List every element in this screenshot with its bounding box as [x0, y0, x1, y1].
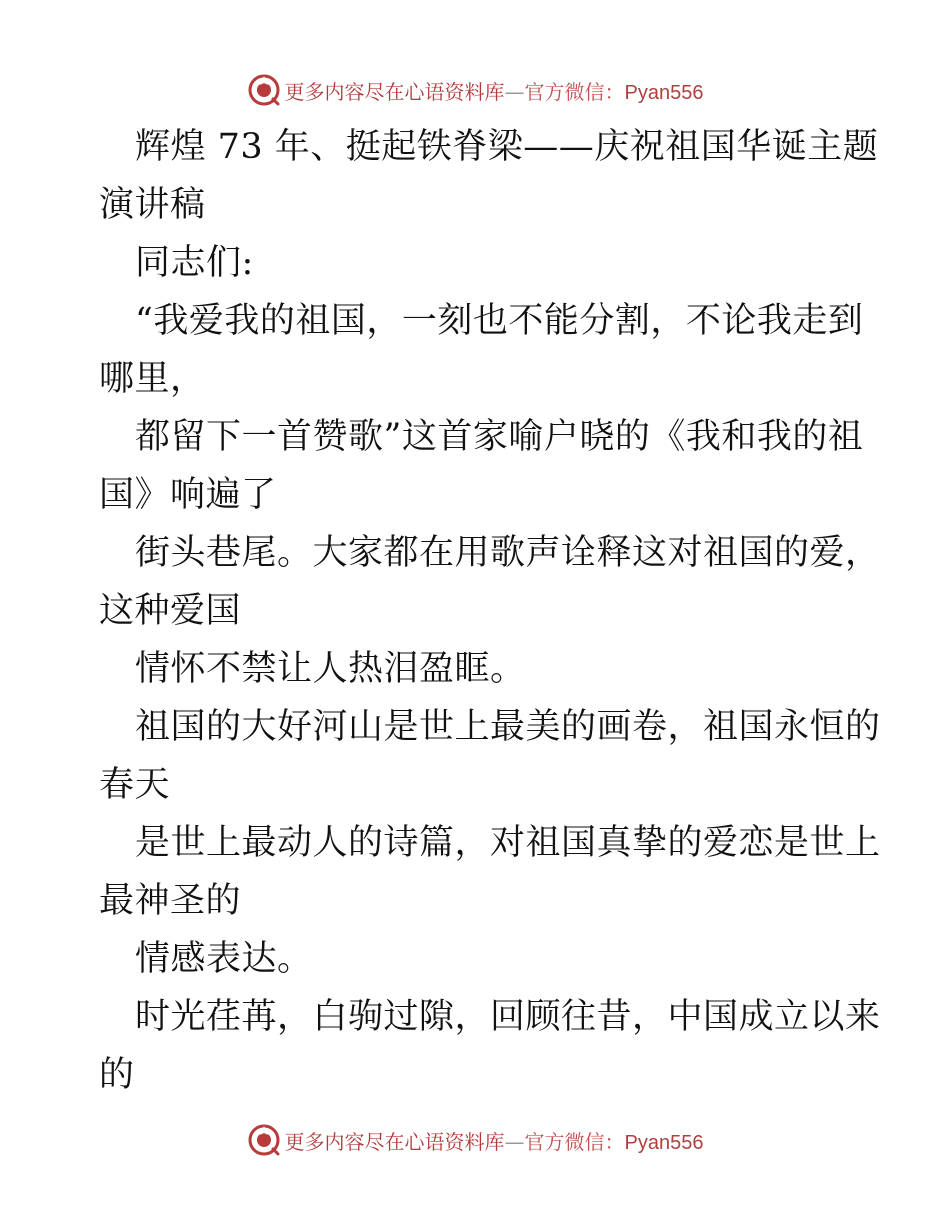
- text-line: 的: [99, 1055, 135, 1095]
- header-banner: [0, 70, 950, 110]
- text-line: 是世上最动人的诗篇，对祖国真挚的爱恋是世上: [135, 823, 881, 863]
- text-line: 春天: [99, 765, 171, 805]
- header-separator: —: [504, 79, 525, 104]
- brand-logo-icon: [247, 1123, 281, 1157]
- text-line: 街头巷尾。大家都在用歌声诠释这对祖国的爱，: [135, 533, 881, 573]
- text-line: 都留下一首赞歌”这首家喻户晓的《我和我的祖: [135, 417, 864, 457]
- text-line: 哪里，: [99, 359, 206, 399]
- title-line-1: 辉煌 73 年、挺起铁脊梁——庆祝祖国华诞主题: [135, 127, 879, 167]
- document-body: [99, 118, 881, 1104]
- text-line: 时光荏苒，白驹过隙，回顾往昔，中国成立以来: [135, 997, 881, 1037]
- brand-logo-icon: [247, 73, 281, 107]
- salutation: 同志们:: [135, 243, 254, 283]
- footer-brand: 更多内容尽在心语资料库: [284, 1129, 505, 1154]
- text-line: 情怀不禁让人热泪盈眶。: [135, 649, 526, 689]
- header-wechat-id: Pyan556: [624, 81, 704, 104]
- footer-wechat-id: Pyan556: [624, 1131, 704, 1154]
- title-line-2: 演讲稿: [99, 185, 206, 225]
- text-line: 情感表达。: [135, 939, 313, 979]
- footer-text: [285, 1126, 704, 1155]
- header-brand: 更多内容尽在心语资料库: [284, 79, 505, 104]
- footer-banner: [0, 1120, 950, 1160]
- text-line: 这种爱国: [99, 591, 242, 631]
- header-text: [285, 76, 704, 105]
- text-line: “我爱我的祖国，一刻也不能分割，不论我走到: [135, 301, 864, 341]
- footer-wechat-label: 官方微信：: [524, 1129, 625, 1154]
- header-wechat-label: 官方微信：: [524, 79, 625, 104]
- text-line: 国》响遍了: [99, 475, 277, 515]
- text-line: 最神圣的: [99, 881, 242, 921]
- text-line: 祖国的大好河山是世上最美的画卷，祖国永恒的: [135, 707, 881, 747]
- footer-separator: —: [504, 1129, 525, 1154]
